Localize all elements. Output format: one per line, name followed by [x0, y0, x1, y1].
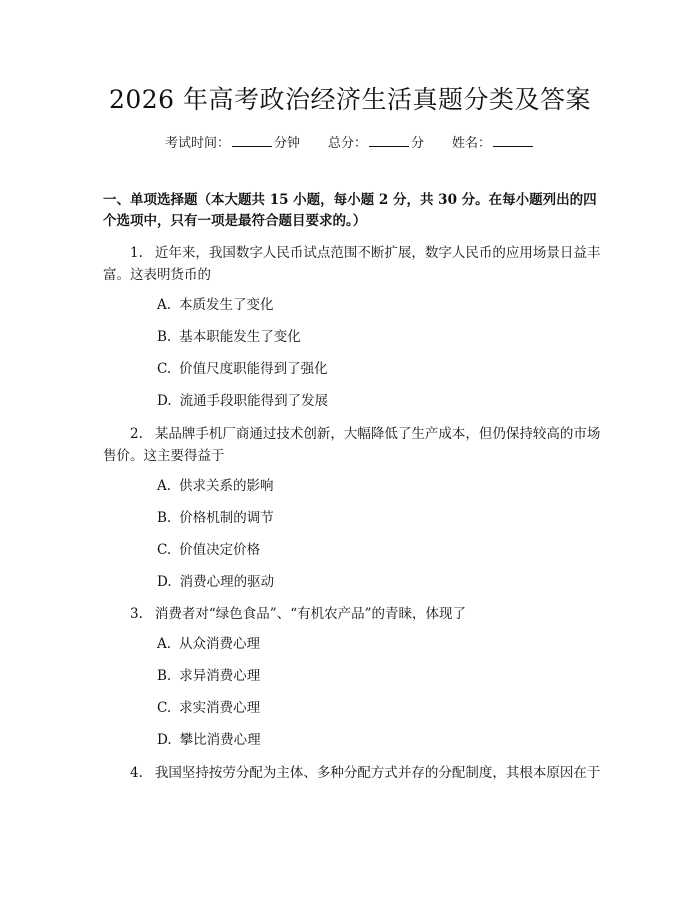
name-label: 姓名： [452, 136, 492, 151]
question-number: 4. [130, 765, 143, 781]
option-text: 价值决定价格 [179, 542, 261, 558]
option-text: 供求关系的影响 [179, 478, 274, 494]
time-blank [232, 134, 272, 147]
option-text: 从众消费心理 [179, 636, 261, 652]
question-3-option-a [157, 634, 260, 654]
question-4 [103, 762, 603, 784]
question-1-option-c [157, 359, 328, 379]
question-1-option-b [157, 327, 301, 347]
option-text: 价格机制的调节 [179, 510, 274, 526]
question-3-option-b [157, 666, 260, 686]
option-text: 求异消费心理 [179, 668, 261, 684]
question-3-option-c [157, 698, 260, 718]
option-text: 本质发生了变化 [179, 297, 274, 313]
option-letter: A. [157, 297, 172, 313]
question-3 [103, 603, 603, 625]
question-text: 某品牌手机厂商通过技术创新，大幅降低了生产成本，但仍保持较高的市场售价。这主要得益于 [103, 426, 601, 464]
option-text: 求实消费心理 [179, 700, 261, 716]
section-heading: 一、单项选择题（本大题共 15 小题，每小题 2 分，共 30 分。在每小题列出的四个选项中，只有一项是最符合题目要求的。） [103, 192, 597, 229]
question-1-option-a [157, 295, 274, 315]
question-1 [103, 242, 603, 286]
question-number: 1. [130, 245, 143, 261]
option-letter: A. [157, 636, 172, 652]
exam-meta-line [0, 132, 700, 151]
question-3-option-d [157, 730, 261, 750]
option-letter: B. [157, 668, 172, 684]
option-text: 流通手段职能得到了发展 [179, 393, 329, 409]
score-label: 总分： [327, 136, 367, 151]
question-2-option-a [157, 476, 274, 496]
score-unit: 分 [411, 136, 425, 151]
option-letter: C. [157, 700, 172, 716]
question-1-option-d [157, 391, 328, 411]
option-letter: C. [157, 542, 172, 558]
option-letter: D. [157, 393, 172, 409]
option-letter: D. [157, 574, 172, 590]
option-letter: D. [157, 732, 172, 748]
option-letter: A. [157, 478, 172, 494]
option-text: 攀比消费心理 [179, 732, 261, 748]
question-number: 3. [130, 606, 143, 622]
time-unit: 分钟 [273, 136, 300, 151]
option-letter: C. [157, 361, 172, 377]
question-2-option-d [157, 572, 274, 592]
document-title: 2026 年高考政治经济生活真题分类及答案 [108, 85, 592, 114]
option-text: 消费心理的驱动 [179, 574, 275, 590]
score-blank [369, 134, 409, 147]
question-text: 近年来，我国数字人民币试点范围不断扩展，数字人民币的应用场景日益丰富。这表明货币的 [103, 245, 601, 283]
question-text: 消费者对“绿色食品”、“有机农产品”的青睐，体现了 [154, 606, 466, 622]
option-letter: B. [157, 329, 172, 345]
name-blank [493, 134, 533, 147]
question-2-option-b [157, 508, 274, 528]
option-text: 基本职能发生了变化 [179, 329, 301, 345]
question-number: 2. [130, 426, 143, 442]
question-2-option-c [157, 540, 260, 560]
option-text: 价值尺度职能得到了强化 [179, 361, 328, 377]
question-2 [103, 423, 603, 467]
option-letter: B. [157, 510, 172, 526]
time-label: 考试时间： [164, 136, 230, 151]
question-text: 我国坚持按劳分配为主体、多种分配方式并存的分配制度，其根本原因在于 [154, 765, 601, 781]
